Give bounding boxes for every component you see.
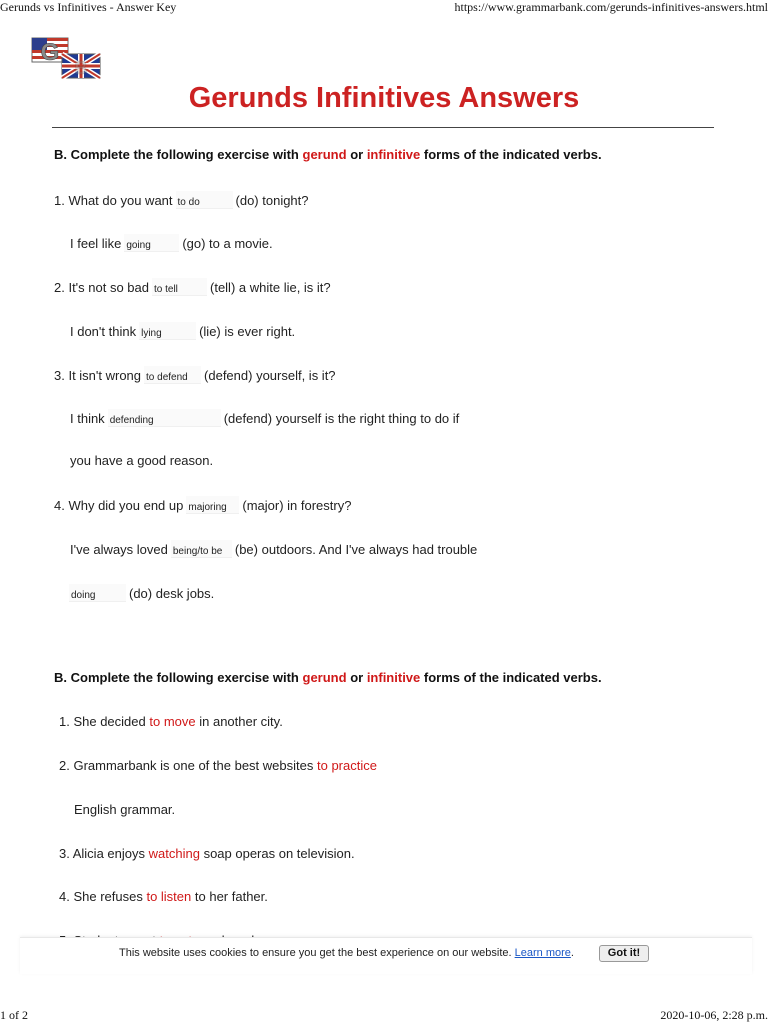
exercise-item: I've always loved being/to be (be) outdoors. And I've always had trouble [70,542,478,557]
answer-blank: to defend [144,366,201,384]
answer-blank: doing [69,584,126,602]
infinitive-keyword: infinitive [366,670,421,685]
cookie-message: This website uses cookies to ensure you get the best experience on our website. Learn more. [119,947,574,959]
exercise-item-continued: you have a good reason. [70,453,214,468]
gerund-keyword: gerund [302,147,347,162]
print-datetime: 2020-10-06, 2:28 p.m. [660,1008,768,1022]
logo-letter-g: G [40,39,60,66]
answer-blank: to do [176,191,233,209]
exercise-instruction: B. Complete the following exercise with gerund or infinitive forms of the indicated verbs. [54,670,602,685]
answer-item: 4. She refuses to listen to her father. [59,889,268,904]
answer-blank: majoring [186,496,239,514]
exercise-item: doing (do) desk jobs. [71,586,215,601]
title-divider [52,127,714,128]
page-number: 1 of 2 [0,1008,28,1022]
answer-blank: being/to be [171,540,232,558]
answer-blank: lying [139,322,196,340]
answer-item-continued: English grammar. [74,802,176,817]
answer-text: to move [149,714,196,729]
exercise-item: I think defending (defend) yourself is the right thing to do if [70,411,460,426]
print-header [0,0,768,16]
exercise-instruction: B. Complete the following exercise with gerund or infinitive forms of the indicated verbs. [54,147,602,162]
page-url: https://www.grammarbank.com/gerunds-infinitives-answers.html [454,0,768,14]
cookie-banner [20,937,752,974]
document-title: Gerunds vs Infinitives - Answer Key [0,0,177,14]
exercise-item: I feel like going (go) to a movie. [70,236,273,251]
learn-more-link[interactable]: Learn more [514,947,571,959]
answer-blank: defending [108,409,221,427]
answer-text: to practice [316,758,377,773]
answer-text: watching [148,846,200,861]
answer-item: 2. Grammarbank is one of the best websites to practice [59,758,377,773]
answer-item: 3. Alicia enjoys watching soap operas on television. [59,846,355,861]
exercise-item: I don't think lying (lie) is ever right. [70,324,296,339]
logo-letter-b: B [74,58,88,78]
page-title: Gerunds Infinitives Answers [188,82,580,114]
exercise-item: 4. Why did you end up majoring (major) in forestry? [54,498,352,513]
answer-item: 1. She decided to move in another city. [59,714,283,729]
exercise-item: 1. What do you want to do (do) tonight? [54,193,309,208]
grammarbank-logo [30,36,102,80]
answer-blank: to tell [152,278,207,296]
print-footer [0,1008,768,1024]
exercise-item: 2. It's not so bad to tell (tell) a white lie, is it? [54,280,331,295]
got-it-button[interactable]: Got it! [599,945,649,962]
answer-text: to listen [146,889,192,904]
infinitive-keyword: infinitive [366,147,421,162]
gerund-keyword: gerund [302,670,347,685]
answer-blank: going [124,234,179,252]
exercise-item: 3. It isn't wrong to defend (defend) yourself, is it? [54,368,336,383]
